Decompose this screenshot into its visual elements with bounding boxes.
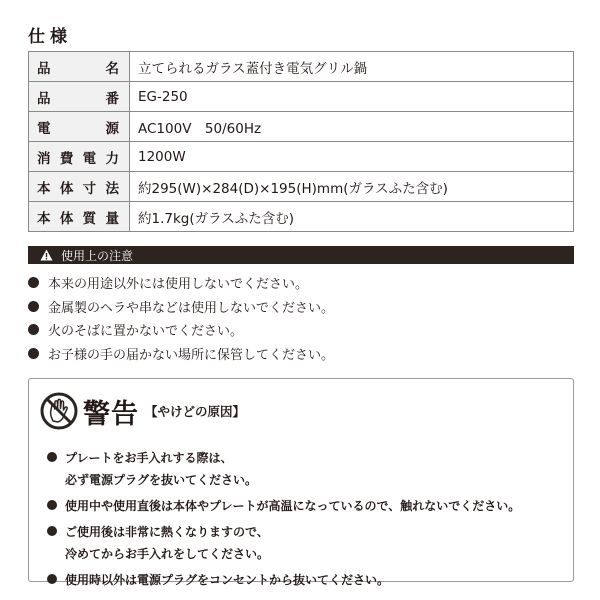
table-row xyxy=(29,202,574,232)
label-char: 法 xyxy=(105,180,119,197)
label-char: 費 xyxy=(59,150,74,167)
spec-label xyxy=(29,82,130,112)
label-char: 名 xyxy=(105,60,119,77)
caution-title: 使用上の注意 xyxy=(61,248,134,263)
warning-text: 使用中や使用直後は本体やプレートが高温になっているので、触れないでください。 xyxy=(65,499,521,513)
table-row xyxy=(29,142,574,172)
spec-label xyxy=(29,172,130,202)
spec-value: 約295(W)×284(D)×195(H)mm(ガラスふた含む) xyxy=(130,172,574,202)
list-item xyxy=(47,569,520,591)
bullet-icon xyxy=(47,526,57,536)
warning-subtitle: 【やけどの原因】 xyxy=(145,404,246,419)
bullet-icon xyxy=(47,500,57,510)
bullet-icon xyxy=(28,348,39,359)
label-char: 力 xyxy=(105,150,119,167)
warning-box xyxy=(28,378,574,587)
list-item xyxy=(47,447,520,491)
table-row xyxy=(29,82,574,112)
label-char: 体 xyxy=(59,210,74,227)
bullet-icon xyxy=(47,574,57,584)
label-char: 品 xyxy=(37,90,51,107)
warning-text: ご使用後は非常に熱くなりますので、 xyxy=(65,525,269,539)
caution-text: 本来の用途以外には使用しないでください。 xyxy=(48,277,309,293)
label-char: 品 xyxy=(37,60,51,77)
list-item xyxy=(28,271,334,295)
list-item xyxy=(28,295,334,319)
warning-text: 冷めてからお手入れをしてください。 xyxy=(65,547,270,561)
label-char: 本 xyxy=(37,210,51,227)
table-row xyxy=(29,172,574,202)
bullet-icon xyxy=(47,452,57,462)
spec-label xyxy=(29,142,130,172)
label-char: 番 xyxy=(105,90,119,107)
label-char: 本 xyxy=(37,180,51,197)
label-char: 源 xyxy=(105,120,119,137)
warning-header xyxy=(39,391,245,431)
spec-title: 仕様 xyxy=(28,27,72,47)
warning-text: 必ず電源プラグを抜いてください。 xyxy=(65,473,258,487)
spec-value: EG-250 xyxy=(130,82,574,112)
bullet-icon xyxy=(28,301,39,312)
caution-header xyxy=(28,246,574,264)
warning-list xyxy=(47,447,520,595)
warning-triangle-icon xyxy=(40,249,53,261)
label-char: 消 xyxy=(37,150,51,167)
label-char: 質 xyxy=(82,210,97,227)
list-item xyxy=(47,521,520,565)
label-char: 量 xyxy=(105,210,119,227)
caution-text: 金属製のヘラや串などは使用しないでください。 xyxy=(48,300,335,316)
label-char: 体 xyxy=(59,180,74,197)
spec-value: 1200W xyxy=(130,142,574,172)
list-item xyxy=(47,495,520,517)
table-row xyxy=(29,52,574,82)
table-row xyxy=(29,112,574,142)
spec-label xyxy=(29,52,130,82)
no-touch-icon xyxy=(39,391,79,431)
spec-value: 立てられるガラス蓋付き電気グリル鍋 xyxy=(130,52,574,82)
bullet-icon xyxy=(28,277,39,288)
caution-text: 火のそばに置かないでください。 xyxy=(48,324,244,340)
caution-text: お子様の手の届かない場所に保管してください。 xyxy=(48,347,335,363)
label-char: 寸 xyxy=(82,180,97,197)
spec-label xyxy=(29,112,130,142)
spec-value: AC100V 50/60Hz xyxy=(130,112,574,142)
warning-title: 警告 xyxy=(83,398,139,430)
caution-list xyxy=(28,271,334,365)
bullet-icon xyxy=(28,324,39,335)
label-char: 電 xyxy=(37,120,51,137)
warning-text: プレートをお手入れする際は、 xyxy=(65,451,233,465)
spec-value: 約1.7kg(ガラスふた含む) xyxy=(130,202,574,232)
list-item xyxy=(28,318,334,342)
warning-text: 使用時以外は電源プラグをコンセントから抜いてください。 xyxy=(65,573,390,587)
spec-table xyxy=(28,51,574,232)
spec-label xyxy=(29,202,130,232)
list-item xyxy=(28,342,334,366)
label-char: 電 xyxy=(82,150,97,167)
